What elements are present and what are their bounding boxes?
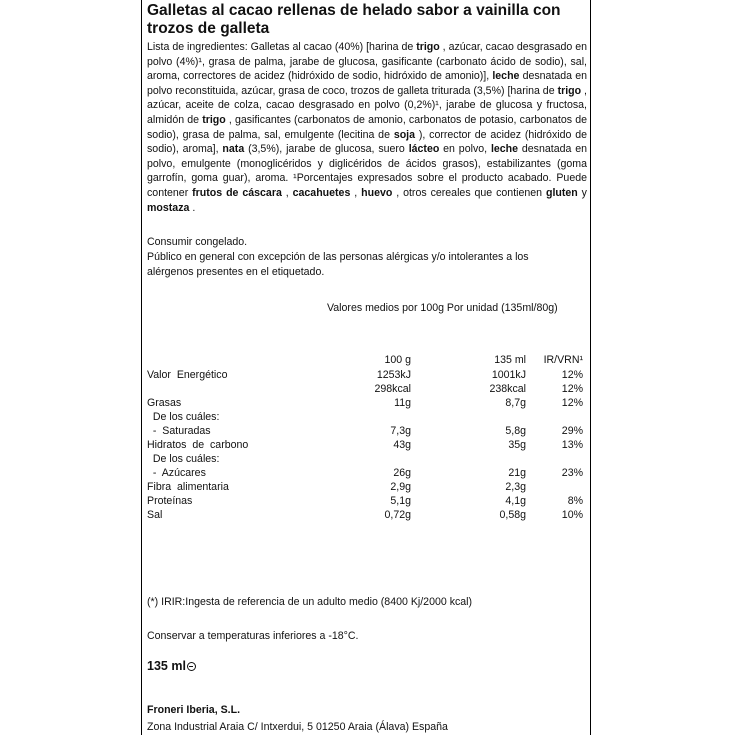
nutrient-ir: 23% — [561, 467, 583, 479]
ingredient-text: , azúcar, cacao desgrasado en polvo (4%)¹, grasa de palma, jarabe de glucosa, gasificante (carbonato ácido de sodio), sal, aroma, correctores de acidez (hidróxido de sodio, hidróxido de amonio)], — [147, 41, 587, 83]
allergen-highlight: leche — [492, 70, 520, 83]
allergen-highlight: gluten — [545, 186, 578, 199]
ingredient-text: desnatada en polvo reconstituida, azúcar, grasa de coco, trozos de galleta triturada (3,5%) [harina de — [147, 70, 587, 97]
nutrient-per100: 7,3g — [390, 425, 411, 437]
ingredient-text: , gasificantes (carbonatos de amonio, carbonatos de potasio, carbonatos de sodio), grasa de palma, sal, emulgente (lecitina de — [147, 113, 587, 141]
allergen-highlight: frutos de cáscara — [192, 186, 282, 199]
nutrient-label: Sal — [147, 509, 163, 521]
nutrient-label: - Saturadas — [147, 425, 211, 437]
ingredient-text: ), corrector de acidez (hidróxido de sodio), aroma], — [147, 128, 588, 156]
nutrient-per-unit: 21g — [508, 467, 526, 479]
nutrient-label: Grasas — [147, 397, 182, 409]
ingredient-text: y — [577, 186, 587, 199]
nutrition-footnote: (*) IRIR:Ingesta de referencia de un adulto medio (8400 Kj/2000 kcal) — [147, 596, 473, 608]
nutrient-per-unit: 1001kJ — [491, 369, 526, 381]
nutrient-ir: 8% — [567, 495, 583, 507]
nutrient-ir: 12% — [561, 383, 583, 395]
nutrient-ir: 10% — [561, 509, 583, 521]
allergen-highlight: trigo — [202, 113, 226, 126]
ingredient-text: , — [350, 186, 362, 199]
nutrient-label: - Azúcares — [147, 467, 206, 479]
nutrient-per100: 11g — [394, 397, 411, 409]
allergen-highlight: trigo — [557, 84, 582, 97]
net-volume — [147, 659, 196, 673]
nutrient-label: Hidratos de carbono — [147, 439, 249, 451]
ingredient-text: en polvo, — [439, 143, 491, 156]
ingredient-text: (3,5%), jarabe de glucosa, suero — [244, 143, 409, 156]
allergen-notice-line1: Público en general con excepción de las personas alérgicas y/o intolerantes a los — [147, 251, 529, 263]
nutrient-per100: 26g — [393, 467, 411, 479]
nutrient-per100: 298kcal — [374, 383, 411, 395]
consume-instruction: Consumir congelado. — [147, 236, 248, 248]
nutrient-ir: 13% — [561, 439, 583, 451]
col-header-per100: 100 g — [384, 354, 411, 366]
estimated-sign-icon — [187, 662, 196, 671]
nutrient-per100: 0,72g — [384, 509, 411, 521]
nutrient-per-unit: 35g — [508, 439, 526, 451]
nutrient-ir: 12% — [561, 369, 583, 381]
storage-instruction: Conservar a temperaturas inferiores a -18°C. — [147, 630, 359, 642]
nutrient-label: Valor Energético — [147, 369, 228, 381]
company-address: Zona Industrial Araia C/ Intxerdui, 5 01250 Araia (Álava) España — [147, 721, 448, 733]
nutrient-label: Proteínas — [147, 495, 193, 507]
allergen-highlight: cacahuetes — [292, 186, 351, 199]
ingredient-text: Lista de ingredientes: Galletas al cacao (40%) [harina de — [147, 41, 417, 53]
nutrient-per100: 1253kJ — [376, 369, 411, 381]
ingredient-text: . — [189, 201, 196, 214]
ingredient-text: , otros cereales que contienen — [392, 186, 546, 199]
nutrition-values-header: Valores medios por 100g Por unidad (135ml/80g) — [327, 302, 558, 314]
ingredient-text: desnatada en polvo, emulgente (monoglicéridos y diglicéridos de ácidos grasos), estabilizantes (goma garrofín, goma guar), aroma. ¹Porcentajes expresados sobre el producto acabado. Puede contener — [147, 143, 588, 199]
nutrient-per-unit: 5,8g — [505, 425, 526, 437]
nutrient-per-unit: 2,3g — [505, 481, 526, 493]
nutrient-per100: 43g — [393, 439, 411, 451]
ingredient-text: , azúcar, aceite de colza, cacao desgrasado en polvo (0,2%)¹, jarabe de glucosa y fructosa, almidón de — [147, 84, 588, 126]
col-header-ir: IR/VRN¹ — [543, 354, 583, 366]
allergen-highlight: trigo — [416, 41, 440, 53]
allergen-highlight: huevo — [361, 186, 393, 199]
allergen-highlight: lácteo — [408, 143, 440, 156]
company-name: Froneri Iberia, S.L. — [147, 704, 241, 716]
nutrient-per-unit: 8,7g — [505, 397, 526, 409]
nutrient-label: Fibra alimentaria — [147, 481, 229, 493]
nutrient-per100: 5,1g — [390, 495, 411, 507]
nutrient-per-unit: 0,58g — [499, 509, 526, 521]
ingredients-list — [147, 40, 587, 215]
nutrient-ir: 29% — [561, 425, 583, 437]
allergen-highlight: mostaza — [147, 201, 190, 214]
ingredient-text: , — [281, 186, 293, 199]
net-volume-value: 135 ml — [147, 659, 186, 673]
nutrient-per100: 2,9g — [390, 481, 411, 493]
nutrient-per-unit: 238kcal — [489, 383, 526, 395]
nutrient-label: De los cuáles: — [147, 411, 220, 423]
allergen-notice-line2: alérgenos presentes en el etiquetado. — [147, 266, 325, 278]
allergen-highlight: nata — [222, 143, 245, 156]
nutrient-per-unit: 4,1g — [505, 495, 526, 507]
col-header-unit: 135 ml — [494, 354, 526, 366]
product-title: Galletas al cacao rellenas de helado sabor a vainilla con trozos de galleta — [147, 2, 561, 37]
allergen-highlight: leche — [490, 143, 519, 156]
nutrient-ir: 12% — [561, 397, 583, 409]
allergen-highlight: soja — [393, 128, 416, 141]
nutrient-label: De los cuáles: — [147, 453, 220, 465]
